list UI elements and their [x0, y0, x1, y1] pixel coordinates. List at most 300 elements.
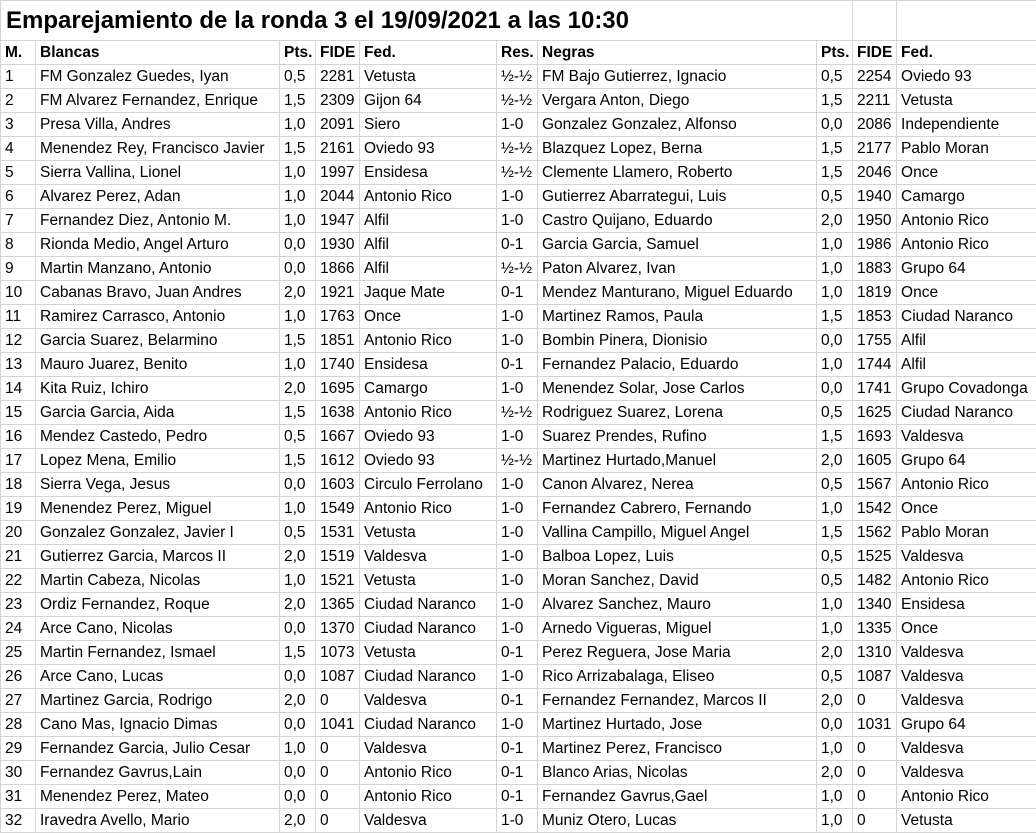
column-header-white-points[interactable]: Pts.	[280, 41, 316, 65]
white-points-cell[interactable]: 1,0	[280, 353, 316, 377]
black-points-cell[interactable]: 1,5	[817, 521, 853, 545]
white-fide-rating-cell[interactable]: 1740	[316, 353, 360, 377]
black-fide-rating-cell[interactable]: 1031	[853, 713, 897, 737]
white-federation-cell[interactable]: Gijon 64	[360, 89, 497, 113]
board-number-cell[interactable]: 32	[1, 809, 36, 833]
board-number-cell[interactable]: 14	[1, 377, 36, 401]
black-federation-cell[interactable]: Valdesva	[897, 737, 1036, 761]
empty-cell[interactable]	[897, 1, 1036, 41]
black-points-cell[interactable]: 0,5	[817, 65, 853, 89]
black-points-cell[interactable]: 1,0	[817, 617, 853, 641]
white-player-cell[interactable]: Fernandez Gavrus,Lain	[36, 761, 280, 785]
board-number-cell[interactable]: 4	[1, 137, 36, 161]
white-player-cell[interactable]: Martin Cabeza, Nicolas	[36, 569, 280, 593]
black-fide-rating-cell[interactable]: 1335	[853, 617, 897, 641]
black-points-cell[interactable]: 1,0	[817, 353, 853, 377]
white-federation-cell[interactable]: Oviedo 93	[360, 425, 497, 449]
black-federation-cell[interactable]: Oviedo 93	[897, 65, 1036, 89]
white-points-cell[interactable]: 1,0	[280, 569, 316, 593]
black-fide-rating-cell[interactable]: 0	[853, 737, 897, 761]
black-points-cell[interactable]: 0,5	[817, 185, 853, 209]
board-number-cell[interactable]: 28	[1, 713, 36, 737]
black-player-cell[interactable]: Castro Quijano, Eduardo	[538, 209, 817, 233]
black-points-cell[interactable]: 0,0	[817, 329, 853, 353]
board-number-cell[interactable]: 29	[1, 737, 36, 761]
white-fide-rating-cell[interactable]: 0	[316, 785, 360, 809]
white-points-cell[interactable]: 1,5	[280, 89, 316, 113]
result-cell[interactable]: 0-1	[497, 353, 538, 377]
white-federation-cell[interactable]: Alfil	[360, 257, 497, 281]
white-player-cell[interactable]: Fernandez Garcia, Julio Cesar	[36, 737, 280, 761]
board-number-cell[interactable]: 25	[1, 641, 36, 665]
black-federation-cell[interactable]: Pablo Moran	[897, 521, 1036, 545]
white-fide-rating-cell[interactable]: 1947	[316, 209, 360, 233]
black-federation-cell[interactable]: Antonio Rico	[897, 233, 1036, 257]
white-player-cell[interactable]: Mendez Castedo, Pedro	[36, 425, 280, 449]
white-fide-rating-cell[interactable]: 1603	[316, 473, 360, 497]
white-federation-cell[interactable]: Camargo	[360, 377, 497, 401]
black-points-cell[interactable]: 2,0	[817, 761, 853, 785]
black-points-cell[interactable]: 1,5	[817, 305, 853, 329]
black-points-cell[interactable]: 2,0	[817, 209, 853, 233]
black-fide-rating-cell[interactable]: 1755	[853, 329, 897, 353]
white-player-cell[interactable]: Fernandez Diez, Antonio M.	[36, 209, 280, 233]
white-fide-rating-cell[interactable]: 1612	[316, 449, 360, 473]
white-player-cell[interactable]: Martin Manzano, Antonio	[36, 257, 280, 281]
black-fide-rating-cell[interactable]: 1986	[853, 233, 897, 257]
black-player-cell[interactable]: Alvarez Sanchez, Mauro	[538, 593, 817, 617]
board-number-cell[interactable]: 27	[1, 689, 36, 713]
white-fide-rating-cell[interactable]: 1365	[316, 593, 360, 617]
white-fide-rating-cell[interactable]: 1997	[316, 161, 360, 185]
black-federation-cell[interactable]: Valdesva	[897, 545, 1036, 569]
white-fide-rating-cell[interactable]: 1763	[316, 305, 360, 329]
white-fide-rating-cell[interactable]: 0	[316, 761, 360, 785]
white-fide-rating-cell[interactable]: 1519	[316, 545, 360, 569]
black-fide-rating-cell[interactable]: 1625	[853, 401, 897, 425]
white-points-cell[interactable]: 2,0	[280, 689, 316, 713]
black-federation-cell[interactable]: Valdesva	[897, 425, 1036, 449]
black-player-cell[interactable]: Martinez Hurtado, Jose	[538, 713, 817, 737]
black-federation-cell[interactable]: Grupo 64	[897, 713, 1036, 737]
black-points-cell[interactable]: 0,0	[817, 377, 853, 401]
white-points-cell[interactable]: 0,5	[280, 65, 316, 89]
column-header-white-federation[interactable]: Fed.	[360, 41, 497, 65]
board-number-cell[interactable]: 13	[1, 353, 36, 377]
white-player-cell[interactable]: FM Gonzalez Guedes, Iyan	[36, 65, 280, 89]
white-points-cell[interactable]: 0,5	[280, 521, 316, 545]
black-federation-cell[interactable]: Independiente	[897, 113, 1036, 137]
white-federation-cell[interactable]: Antonio Rico	[360, 785, 497, 809]
white-points-cell[interactable]: 1,5	[280, 401, 316, 425]
black-federation-cell[interactable]: Grupo 64	[897, 449, 1036, 473]
white-fide-rating-cell[interactable]: 2161	[316, 137, 360, 161]
result-cell[interactable]: 1-0	[497, 113, 538, 137]
white-player-cell[interactable]: Arce Cano, Nicolas	[36, 617, 280, 641]
white-points-cell[interactable]: 0,0	[280, 473, 316, 497]
result-cell[interactable]: 1-0	[497, 665, 538, 689]
black-federation-cell[interactable]: Alfil	[897, 329, 1036, 353]
black-player-cell[interactable]: Suarez Prendes, Rufino	[538, 425, 817, 449]
black-fide-rating-cell[interactable]: 2211	[853, 89, 897, 113]
black-fide-rating-cell[interactable]: 0	[853, 785, 897, 809]
white-points-cell[interactable]: 0,0	[280, 233, 316, 257]
board-number-cell[interactable]: 30	[1, 761, 36, 785]
black-fide-rating-cell[interactable]: 1562	[853, 521, 897, 545]
black-points-cell[interactable]: 0,5	[817, 569, 853, 593]
black-fide-rating-cell[interactable]: 2177	[853, 137, 897, 161]
black-points-cell[interactable]: 0,5	[817, 401, 853, 425]
white-federation-cell[interactable]: Vetusta	[360, 65, 497, 89]
white-points-cell[interactable]: 1,5	[280, 329, 316, 353]
result-cell[interactable]: 1-0	[497, 329, 538, 353]
column-header-black-fide-rating[interactable]: FIDE	[853, 41, 897, 65]
column-header-board-number[interactable]: M.	[1, 41, 36, 65]
board-number-cell[interactable]: 17	[1, 449, 36, 473]
white-player-cell[interactable]: Cano Mas, Ignacio Dimas	[36, 713, 280, 737]
black-points-cell[interactable]: 2,0	[817, 641, 853, 665]
white-points-cell[interactable]: 1,0	[280, 161, 316, 185]
white-points-cell[interactable]: 1,0	[280, 113, 316, 137]
board-number-cell[interactable]: 1	[1, 65, 36, 89]
black-player-cell[interactable]: Arnedo Vigueras, Miguel	[538, 617, 817, 641]
white-federation-cell[interactable]: Valdesva	[360, 689, 497, 713]
black-points-cell[interactable]: 2,0	[817, 689, 853, 713]
white-fide-rating-cell[interactable]: 2044	[316, 185, 360, 209]
result-cell[interactable]: 1-0	[497, 521, 538, 545]
black-federation-cell[interactable]: Vetusta	[897, 89, 1036, 113]
black-player-cell[interactable]: Garcia Garcia, Samuel	[538, 233, 817, 257]
board-number-cell[interactable]: 24	[1, 617, 36, 641]
black-fide-rating-cell[interactable]: 1087	[853, 665, 897, 689]
result-cell[interactable]: 1-0	[497, 593, 538, 617]
black-points-cell[interactable]: 1,0	[817, 233, 853, 257]
black-fide-rating-cell[interactable]: 1542	[853, 497, 897, 521]
black-player-cell[interactable]: Muniz Otero, Lucas	[538, 809, 817, 833]
black-points-cell[interactable]: 0,0	[817, 113, 853, 137]
column-header-white-fide-rating[interactable]: FIDE	[316, 41, 360, 65]
black-player-cell[interactable]: FM Bajo Gutierrez, Ignacio	[538, 65, 817, 89]
black-federation-cell[interactable]: Antonio Rico	[897, 473, 1036, 497]
white-points-cell[interactable]: 0,0	[280, 665, 316, 689]
black-federation-cell[interactable]: Antonio Rico	[897, 209, 1036, 233]
black-player-cell[interactable]: Moran Sanchez, David	[538, 569, 817, 593]
result-cell[interactable]: 1-0	[497, 809, 538, 833]
black-player-cell[interactable]: Martinez Perez, Francisco	[538, 737, 817, 761]
board-number-cell[interactable]: 10	[1, 281, 36, 305]
white-points-cell[interactable]: 1,0	[280, 305, 316, 329]
column-header-black-federation[interactable]: Fed.	[897, 41, 1036, 65]
black-fide-rating-cell[interactable]: 1525	[853, 545, 897, 569]
white-fide-rating-cell[interactable]: 1930	[316, 233, 360, 257]
black-fide-rating-cell[interactable]: 1950	[853, 209, 897, 233]
black-fide-rating-cell[interactable]: 1310	[853, 641, 897, 665]
black-federation-cell[interactable]: Ciudad Naranco	[897, 305, 1036, 329]
black-player-cell[interactable]: Balboa Lopez, Luis	[538, 545, 817, 569]
black-fide-rating-cell[interactable]: 1693	[853, 425, 897, 449]
black-player-cell[interactable]: Paton Alvarez, Ivan	[538, 257, 817, 281]
white-fide-rating-cell[interactable]: 1370	[316, 617, 360, 641]
white-points-cell[interactable]: 1,5	[280, 641, 316, 665]
black-player-cell[interactable]: Fernandez Fernandez, Marcos II	[538, 689, 817, 713]
black-fide-rating-cell[interactable]: 1482	[853, 569, 897, 593]
black-federation-cell[interactable]: Valdesva	[897, 689, 1036, 713]
white-player-cell[interactable]: Iravedra Avello, Mario	[36, 809, 280, 833]
white-federation-cell[interactable]: Antonio Rico	[360, 401, 497, 425]
black-federation-cell[interactable]: Ciudad Naranco	[897, 401, 1036, 425]
white-player-cell[interactable]: Ramirez Carrasco, Antonio	[36, 305, 280, 329]
black-fide-rating-cell[interactable]: 0	[853, 689, 897, 713]
white-player-cell[interactable]: FM Alvarez Fernandez, Enrique	[36, 89, 280, 113]
black-player-cell[interactable]: Rico Arrizabalaga, Eliseo	[538, 665, 817, 689]
black-points-cell[interactable]: 1,0	[817, 281, 853, 305]
white-player-cell[interactable]: Martinez Garcia, Rodrigo	[36, 689, 280, 713]
white-fide-rating-cell[interactable]: 1521	[316, 569, 360, 593]
black-federation-cell[interactable]: Antonio Rico	[897, 785, 1036, 809]
white-points-cell[interactable]: 0,0	[280, 761, 316, 785]
white-federation-cell[interactable]: Alfil	[360, 233, 497, 257]
white-points-cell[interactable]: 0,5	[280, 425, 316, 449]
result-cell[interactable]: 1-0	[497, 569, 538, 593]
result-cell[interactable]: 1-0	[497, 713, 538, 737]
black-player-cell[interactable]: Menendez Solar, Jose Carlos	[538, 377, 817, 401]
board-number-cell[interactable]: 21	[1, 545, 36, 569]
white-fide-rating-cell[interactable]: 1851	[316, 329, 360, 353]
black-points-cell[interactable]: 0,5	[817, 665, 853, 689]
white-player-cell[interactable]: Martin Fernandez, Ismael	[36, 641, 280, 665]
white-federation-cell[interactable]: Siero	[360, 113, 497, 137]
white-points-cell[interactable]: 1,5	[280, 449, 316, 473]
black-fide-rating-cell[interactable]: 1744	[853, 353, 897, 377]
white-federation-cell[interactable]: Ensidesa	[360, 161, 497, 185]
board-number-cell[interactable]: 6	[1, 185, 36, 209]
result-cell[interactable]: ½-½	[497, 65, 538, 89]
white-points-cell[interactable]: 1,0	[280, 737, 316, 761]
black-player-cell[interactable]: Fernandez Cabrero, Fernando	[538, 497, 817, 521]
black-points-cell[interactable]: 1,5	[817, 137, 853, 161]
column-header-white-player[interactable]: Blancas	[36, 41, 280, 65]
white-player-cell[interactable]: Sierra Vallina, Lionel	[36, 161, 280, 185]
white-federation-cell[interactable]: Ciudad Naranco	[360, 617, 497, 641]
white-fide-rating-cell[interactable]: 1087	[316, 665, 360, 689]
white-player-cell[interactable]: Garcia Suarez, Belarmino	[36, 329, 280, 353]
white-player-cell[interactable]: Garcia Garcia, Aida	[36, 401, 280, 425]
black-federation-cell[interactable]: Once	[897, 161, 1036, 185]
white-federation-cell[interactable]: Vetusta	[360, 521, 497, 545]
white-federation-cell[interactable]: Ensidesa	[360, 353, 497, 377]
result-cell[interactable]: ½-½	[497, 449, 538, 473]
board-number-cell[interactable]: 8	[1, 233, 36, 257]
black-federation-cell[interactable]: Ensidesa	[897, 593, 1036, 617]
white-federation-cell[interactable]: Vetusta	[360, 569, 497, 593]
black-player-cell[interactable]: Gutierrez Abarrategui, Luis	[538, 185, 817, 209]
black-federation-cell[interactable]: Once	[897, 617, 1036, 641]
black-player-cell[interactable]: Blanco Arias, Nicolas	[538, 761, 817, 785]
white-federation-cell[interactable]: Valdesva	[360, 545, 497, 569]
black-fide-rating-cell[interactable]: 2254	[853, 65, 897, 89]
white-player-cell[interactable]: Kita Ruiz, Ichiro	[36, 377, 280, 401]
white-points-cell[interactable]: 2,0	[280, 545, 316, 569]
white-federation-cell[interactable]: Vetusta	[360, 641, 497, 665]
result-cell[interactable]: 1-0	[497, 617, 538, 641]
result-cell[interactable]: 1-0	[497, 377, 538, 401]
white-fide-rating-cell[interactable]: 1695	[316, 377, 360, 401]
board-number-cell[interactable]: 2	[1, 89, 36, 113]
black-fide-rating-cell[interactable]: 1340	[853, 593, 897, 617]
black-federation-cell[interactable]: Grupo Covadonga	[897, 377, 1036, 401]
white-fide-rating-cell[interactable]: 1549	[316, 497, 360, 521]
white-player-cell[interactable]: Alvarez Perez, Adan	[36, 185, 280, 209]
column-header-result[interactable]: Res.	[497, 41, 538, 65]
white-federation-cell[interactable]: Antonio Rico	[360, 185, 497, 209]
board-number-cell[interactable]: 18	[1, 473, 36, 497]
result-cell[interactable]: 1-0	[497, 209, 538, 233]
black-fide-rating-cell[interactable]: 1853	[853, 305, 897, 329]
white-fide-rating-cell[interactable]: 0	[316, 737, 360, 761]
black-fide-rating-cell[interactable]: 0	[853, 809, 897, 833]
white-federation-cell[interactable]: Antonio Rico	[360, 497, 497, 521]
white-fide-rating-cell[interactable]: 1866	[316, 257, 360, 281]
white-federation-cell[interactable]: Oviedo 93	[360, 449, 497, 473]
white-fide-rating-cell[interactable]: 0	[316, 809, 360, 833]
black-federation-cell[interactable]: Camargo	[897, 185, 1036, 209]
result-cell[interactable]: 1-0	[497, 473, 538, 497]
result-cell[interactable]: 0-1	[497, 689, 538, 713]
black-fide-rating-cell[interactable]: 1605	[853, 449, 897, 473]
black-federation-cell[interactable]: Once	[897, 281, 1036, 305]
result-cell[interactable]: 0-1	[497, 641, 538, 665]
black-points-cell[interactable]: 1,0	[817, 257, 853, 281]
black-federation-cell[interactable]: Grupo 64	[897, 257, 1036, 281]
result-cell[interactable]: ½-½	[497, 161, 538, 185]
black-player-cell[interactable]: Martinez Ramos, Paula	[538, 305, 817, 329]
black-fide-rating-cell[interactable]: 0	[853, 761, 897, 785]
black-player-cell[interactable]: Rodriguez Suarez, Lorena	[538, 401, 817, 425]
white-federation-cell[interactable]: Antonio Rico	[360, 761, 497, 785]
result-cell[interactable]: 1-0	[497, 425, 538, 449]
black-fide-rating-cell[interactable]: 1741	[853, 377, 897, 401]
board-number-cell[interactable]: 26	[1, 665, 36, 689]
white-federation-cell[interactable]: Valdesva	[360, 809, 497, 833]
board-number-cell[interactable]: 23	[1, 593, 36, 617]
white-fide-rating-cell[interactable]: 1667	[316, 425, 360, 449]
black-points-cell[interactable]: 1,5	[817, 89, 853, 113]
board-number-cell[interactable]: 15	[1, 401, 36, 425]
black-fide-rating-cell[interactable]: 2046	[853, 161, 897, 185]
white-fide-rating-cell[interactable]: 1073	[316, 641, 360, 665]
white-fide-rating-cell[interactable]: 0	[316, 689, 360, 713]
result-cell[interactable]: 0-1	[497, 737, 538, 761]
white-points-cell[interactable]: 1,0	[280, 209, 316, 233]
black-points-cell[interactable]: 1,0	[817, 593, 853, 617]
black-points-cell[interactable]: 1,5	[817, 161, 853, 185]
white-federation-cell[interactable]: Once	[360, 305, 497, 329]
result-cell[interactable]: 1-0	[497, 305, 538, 329]
white-player-cell[interactable]: Mauro Juarez, Benito	[36, 353, 280, 377]
black-fide-rating-cell[interactable]: 1819	[853, 281, 897, 305]
black-player-cell[interactable]: Fernandez Palacio, Eduardo	[538, 353, 817, 377]
white-player-cell[interactable]: Lopez Mena, Emilio	[36, 449, 280, 473]
board-number-cell[interactable]: 19	[1, 497, 36, 521]
white-player-cell[interactable]: Menendez Perez, Mateo	[36, 785, 280, 809]
black-points-cell[interactable]: 2,0	[817, 449, 853, 473]
black-player-cell[interactable]: Perez Reguera, Jose Maria	[538, 641, 817, 665]
white-fide-rating-cell[interactable]: 2281	[316, 65, 360, 89]
white-points-cell[interactable]: 2,0	[280, 377, 316, 401]
black-player-cell[interactable]: Fernandez Gavrus,Gael	[538, 785, 817, 809]
black-player-cell[interactable]: Mendez Manturano, Miguel Eduardo	[538, 281, 817, 305]
black-player-cell[interactable]: Canon Alvarez, Nerea	[538, 473, 817, 497]
board-number-cell[interactable]: 22	[1, 569, 36, 593]
black-fide-rating-cell[interactable]: 1940	[853, 185, 897, 209]
white-federation-cell[interactable]: Ciudad Naranco	[360, 665, 497, 689]
white-fide-rating-cell[interactable]: 2091	[316, 113, 360, 137]
white-player-cell[interactable]: Menendez Rey, Francisco Javier	[36, 137, 280, 161]
black-points-cell[interactable]: 0,5	[817, 545, 853, 569]
result-cell[interactable]: 1-0	[497, 185, 538, 209]
result-cell[interactable]: ½-½	[497, 137, 538, 161]
result-cell[interactable]: 0-1	[497, 785, 538, 809]
white-player-cell[interactable]: Arce Cano, Lucas	[36, 665, 280, 689]
white-points-cell[interactable]: 0,0	[280, 713, 316, 737]
white-points-cell[interactable]: 1,0	[280, 497, 316, 521]
black-federation-cell[interactable]: Antonio Rico	[897, 569, 1036, 593]
black-fide-rating-cell[interactable]: 1567	[853, 473, 897, 497]
result-cell[interactable]: 0-1	[497, 761, 538, 785]
white-player-cell[interactable]: Gonzalez Gonzalez, Javier I	[36, 521, 280, 545]
white-federation-cell[interactable]: Alfil	[360, 209, 497, 233]
black-player-cell[interactable]: Blazquez Lopez, Berna	[538, 137, 817, 161]
white-points-cell[interactable]: 2,0	[280, 809, 316, 833]
white-points-cell[interactable]: 2,0	[280, 593, 316, 617]
board-number-cell[interactable]: 31	[1, 785, 36, 809]
black-player-cell[interactable]: Bombin Pinera, Dionisio	[538, 329, 817, 353]
white-points-cell[interactable]: 1,0	[280, 185, 316, 209]
white-points-cell[interactable]: 2,0	[280, 281, 316, 305]
board-number-cell[interactable]: 5	[1, 161, 36, 185]
board-number-cell[interactable]: 12	[1, 329, 36, 353]
black-player-cell[interactable]: Vergara Anton, Diego	[538, 89, 817, 113]
result-cell[interactable]: ½-½	[497, 401, 538, 425]
white-player-cell[interactable]: Menendez Perez, Miguel	[36, 497, 280, 521]
black-player-cell[interactable]: Vallina Campillo, Miguel Angel	[538, 521, 817, 545]
board-number-cell[interactable]: 16	[1, 425, 36, 449]
result-cell[interactable]: 1-0	[497, 545, 538, 569]
white-player-cell[interactable]: Sierra Vega, Jesus	[36, 473, 280, 497]
board-number-cell[interactable]: 7	[1, 209, 36, 233]
white-fide-rating-cell[interactable]: 1041	[316, 713, 360, 737]
board-number-cell[interactable]: 11	[1, 305, 36, 329]
white-player-cell[interactable]: Rionda Medio, Angel Arturo	[36, 233, 280, 257]
black-points-cell[interactable]: 1,0	[817, 497, 853, 521]
black-points-cell[interactable]: 1,5	[817, 425, 853, 449]
white-fide-rating-cell[interactable]: 1531	[316, 521, 360, 545]
white-points-cell[interactable]: 0,0	[280, 257, 316, 281]
black-points-cell[interactable]: 1,0	[817, 737, 853, 761]
white-federation-cell[interactable]: Jaque Mate	[360, 281, 497, 305]
white-fide-rating-cell[interactable]: 2309	[316, 89, 360, 113]
white-federation-cell[interactable]: Ciudad Naranco	[360, 593, 497, 617]
white-fide-rating-cell[interactable]: 1921	[316, 281, 360, 305]
board-number-cell[interactable]: 9	[1, 257, 36, 281]
white-federation-cell[interactable]: Valdesva	[360, 737, 497, 761]
black-player-cell[interactable]: Martinez Hurtado,Manuel	[538, 449, 817, 473]
result-cell[interactable]: ½-½	[497, 89, 538, 113]
white-points-cell[interactable]: 1,5	[280, 137, 316, 161]
black-federation-cell[interactable]: Valdesva	[897, 641, 1036, 665]
board-number-cell[interactable]: 3	[1, 113, 36, 137]
result-cell[interactable]: 0-1	[497, 281, 538, 305]
